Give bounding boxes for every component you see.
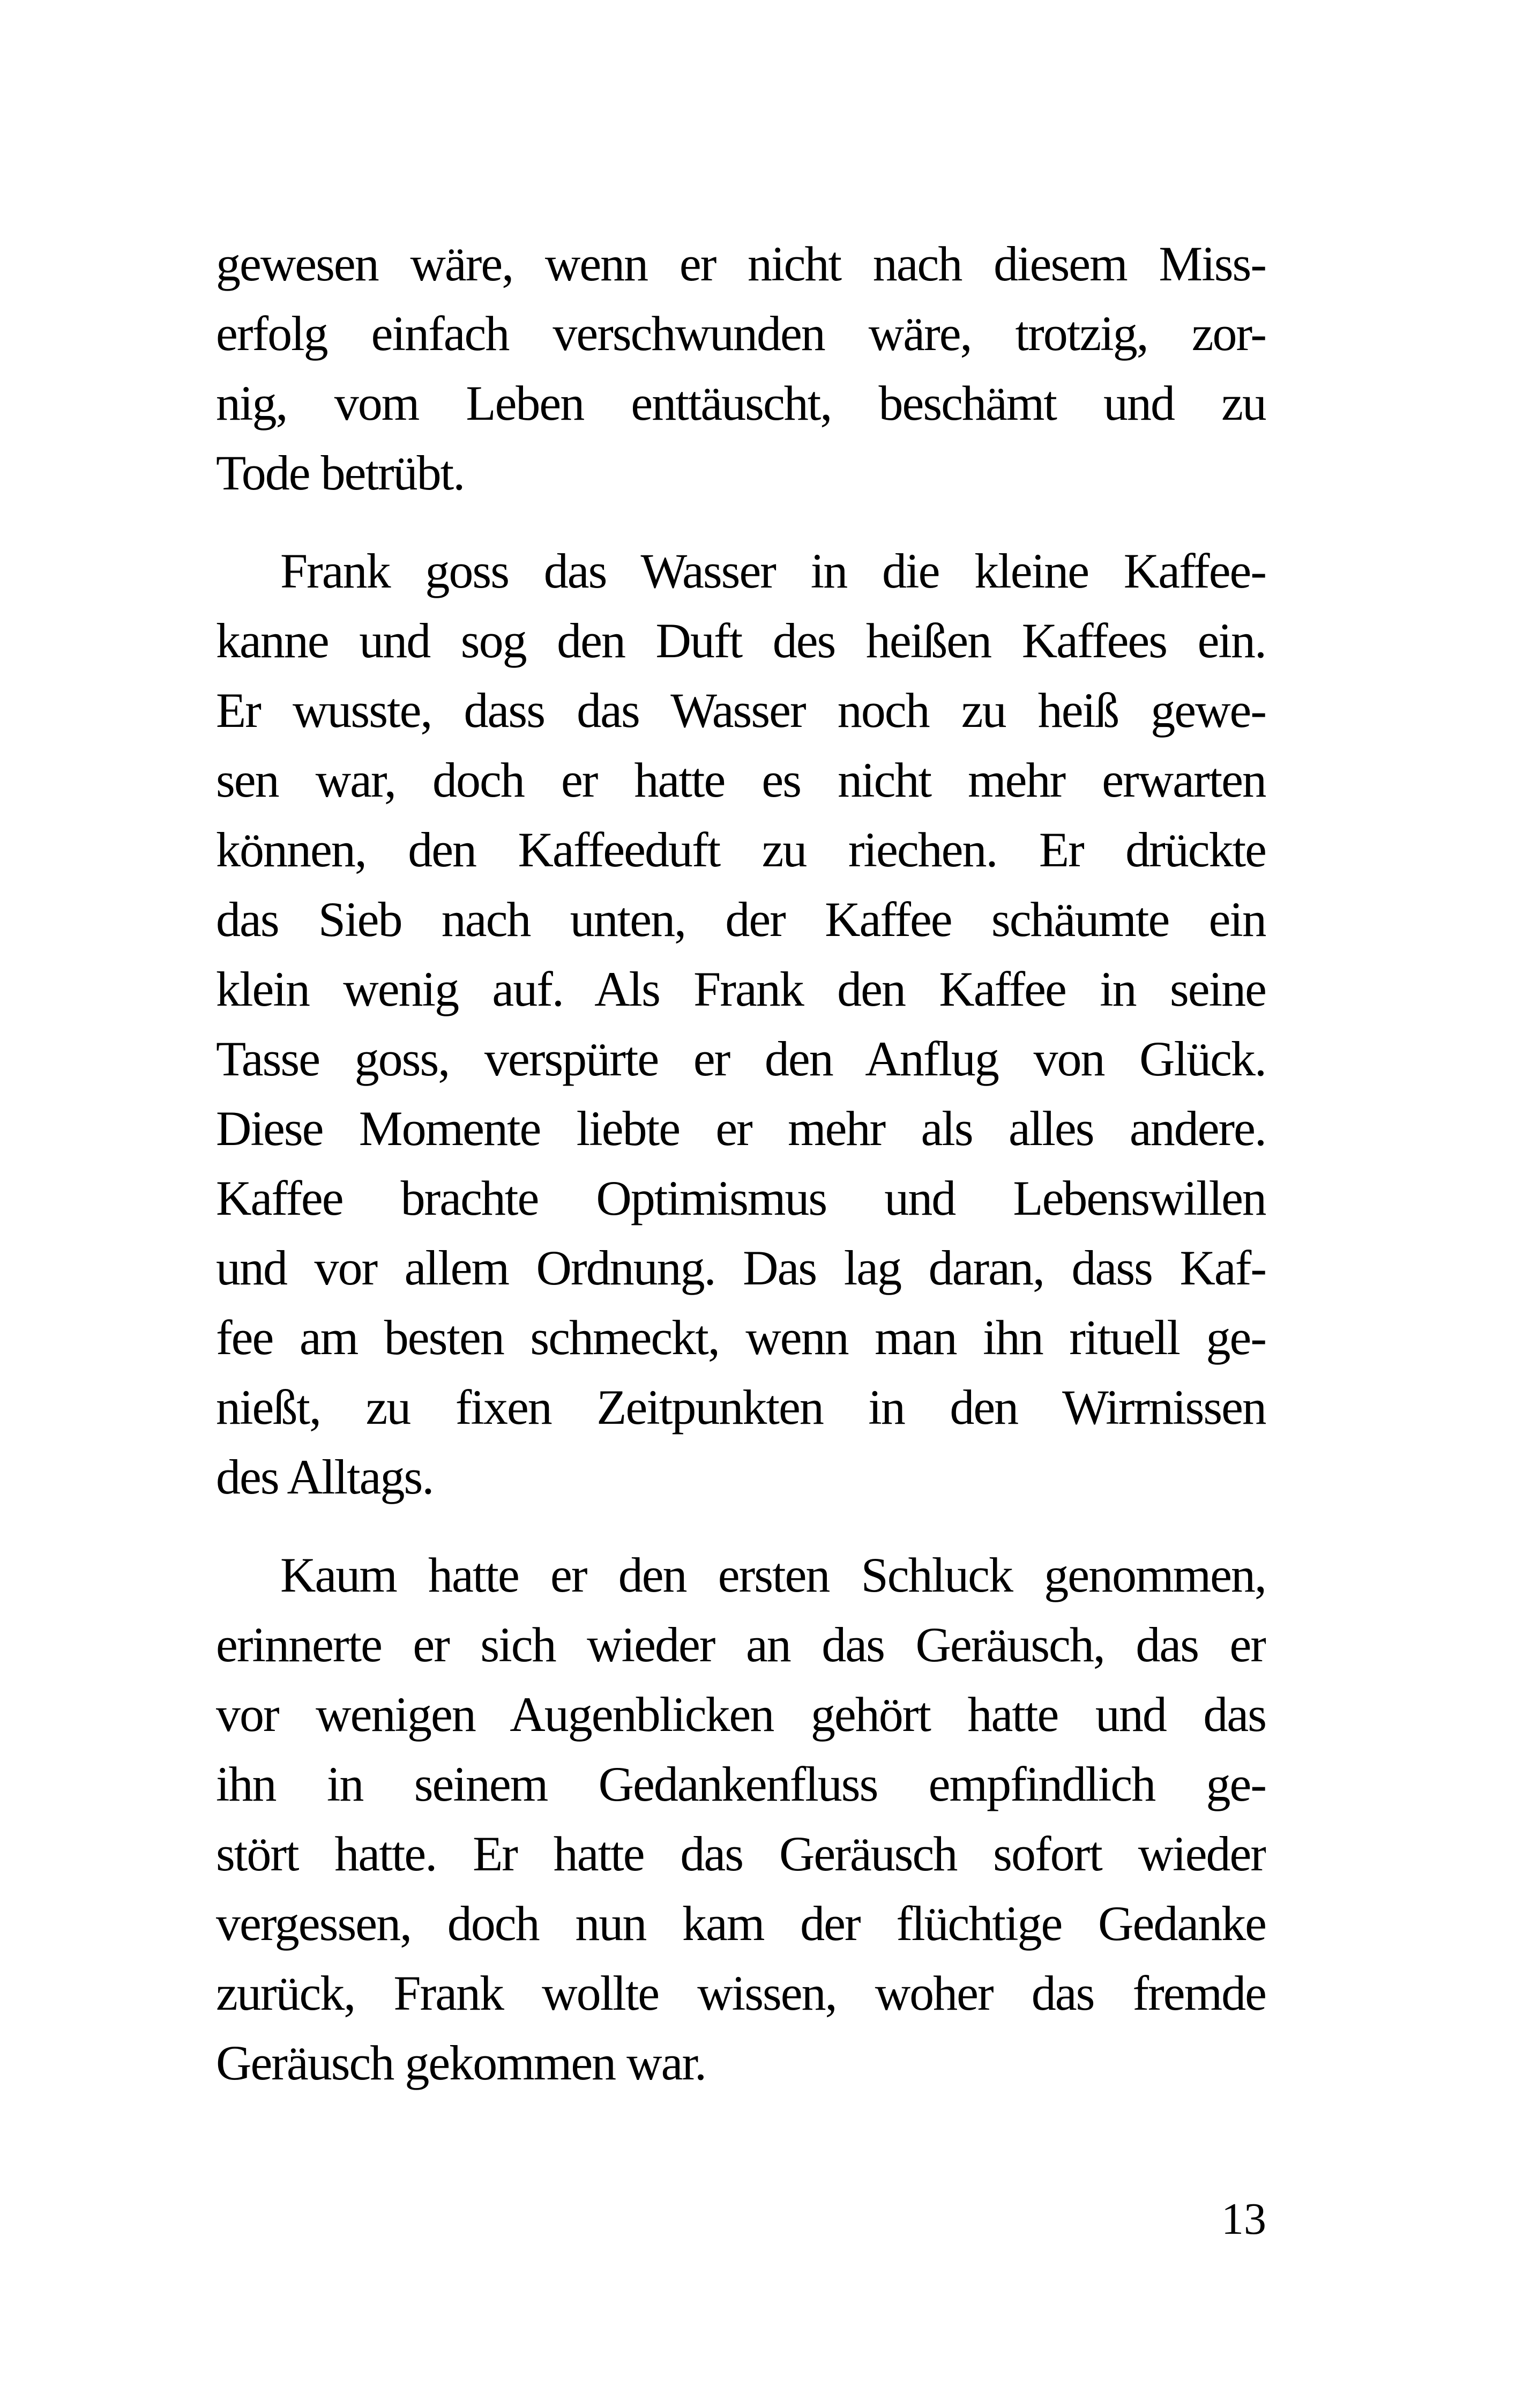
text-block (216, 229, 1266, 2098)
text-line: fee am besten schmeckt, wenn man ihn rituell ge- (216, 1310, 1266, 1365)
text-line: zurück, Frank wollte wissen, woher das fremde (216, 1966, 1266, 2020)
text-line: Kaum hatte er den ersten Schluck genommen, (280, 1548, 1266, 1602)
page-number: 13 (1221, 2194, 1266, 2244)
text-line: vergessen, doch nun kam der flüchtige Gedanke (216, 1896, 1266, 1951)
text-line: des Alltags. (216, 1450, 434, 1504)
text-line: nig, vom Leben enttäuscht, beschämt und zu (216, 376, 1266, 430)
text-line: können, den Kaffeeduft zu riechen. Er drückte (216, 822, 1266, 877)
text-line: Er wusste, dass das Wasser noch zu heiß gewe- (216, 683, 1266, 738)
text-line: kanne und sog den Duft des heißen Kaffees ein. (216, 613, 1266, 668)
text-line: klein wenig auf. Als Frank den Kaffee in seine (216, 962, 1266, 1016)
text-line: erfolg einfach verschwunden wäre, trotzig, zor- (216, 306, 1266, 361)
text-line: Frank goss das Wasser in die kleine Kaffee- (280, 544, 1266, 598)
paragraph (216, 1540, 1266, 2098)
text-line: Kaffee brachte Optimismus und Lebenswillen (216, 1171, 1266, 1225)
text-line: und vor allem Ordnung. Das lag daran, dass Kaf- (216, 1240, 1266, 1295)
text-line: das Sieb nach unten, der Kaffee schäumte ein (216, 892, 1266, 947)
text-line: ihn in seinem Gedankenfluss empfindlich ge- (216, 1757, 1266, 1811)
text-line: sen war, doch er hatte es nicht mehr erwarten (216, 753, 1266, 807)
text-line: Tasse goss, verspürte er den Anflug von Glück. (216, 1031, 1266, 1086)
text-line: stört hatte. Er hatte das Geräusch sofort wieder (216, 1826, 1266, 1881)
paragraph (216, 229, 1266, 508)
text-line: vor wenigen Augenblicken gehört hatte und das (216, 1687, 1266, 1742)
text-line: gewesen wäre, wenn er nicht nach diesem Miss- (216, 236, 1266, 291)
text-line: Diese Momente liebte er mehr als alles andere. (216, 1101, 1266, 1156)
text-line: erinnerte er sich wieder an das Geräusch, das er (216, 1617, 1266, 1672)
paragraph (216, 536, 1266, 1512)
text-line: Geräusch gekommen war. (216, 2035, 706, 2090)
text-line: nießt, zu fixen Zeitpunkten in den Wirrnissen (216, 1380, 1266, 1435)
text-line: Tode betrübt. (216, 445, 465, 500)
